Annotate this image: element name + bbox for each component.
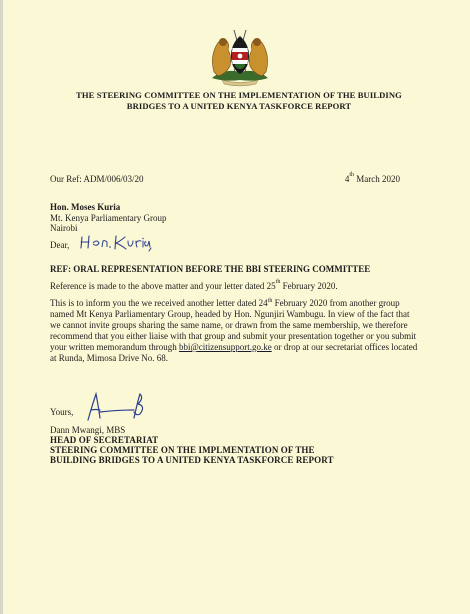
email-link[interactable]: bbi@citizensupport.go.ke	[178, 342, 272, 352]
letter-date-rest: March 2020	[354, 174, 400, 184]
letter-date-suffix: th	[349, 172, 354, 178]
paragraph-1-sup: th	[275, 279, 281, 285]
paragraph-2-text-b: February 2020 from another group named Mt Kenya Parliamentary Group, headed by Hon. Ngunjiri Wambugu. In view of the fact that we cannot invite groups sharing the same name, or drawn from the same membership, we therefore recommend that you either liaise with that group and submit your presentation together or you submit your written memorandum through	[50, 298, 417, 352]
committee-title-line-1: THE STEERING COMMITTEE ON THE IMPLEMENTATION OF THE BUILDING	[76, 90, 402, 100]
recipient-city: Nairobi	[50, 223, 78, 233]
salutation: Dear,	[50, 240, 70, 250]
recipient-name: Hon. Moses Kuria	[50, 202, 121, 212]
signature	[82, 390, 152, 424]
paragraph-1-text-b: February 2020.	[280, 281, 338, 291]
kenya-coat-of-arms-icon	[204, 22, 276, 88]
closing-yours: Yours,	[50, 407, 74, 417]
signer-block	[50, 425, 334, 465]
letter-date	[345, 174, 400, 184]
signer-name: Dann Mwangi, MBS	[50, 425, 126, 435]
committee-title	[52, 90, 426, 112]
paragraph-1	[50, 281, 410, 291]
committee-line-1: STEERING COMMITTEE ON THE IMPLMENTATION OF THE	[50, 445, 315, 455]
paragraph-2-text-c: or drop at our secretariat offices located at Runda, Mimosa Drive No. 68.	[50, 342, 418, 363]
paragraph-2-text-a: This is to inform you the we received another letter dated 24	[50, 298, 268, 308]
paragraph-2	[50, 298, 422, 364]
our-reference: Our Ref: ADM/006/03/20	[50, 174, 144, 184]
committee-line-2: BUILDING BRIDGES TO A UNITED KENYA TASKFORCE REPORT	[50, 455, 334, 465]
handwritten-salutation	[78, 232, 158, 252]
recipient-organization: Mt. Kenya Parliamentary Group	[50, 212, 167, 223]
paragraph-1-text-a: Reference is made to the above matter and your letter dated 25	[50, 281, 276, 291]
letter-date-day: 4	[344, 174, 350, 184]
paragraph-2-sup: th	[267, 298, 273, 304]
committee-title-line-2: BRIDGES TO A UNITED KENYA TASKFORCE REPORT	[126, 101, 352, 111]
reference-line	[50, 174, 400, 184]
recipient-block	[50, 202, 166, 234]
signer-title: HEAD OF SECRETARIAT	[50, 435, 159, 445]
subject-line: REF: ORAL REPRESENTATION BEFORE THE BBI STEERING COMMITTEE	[50, 264, 371, 274]
